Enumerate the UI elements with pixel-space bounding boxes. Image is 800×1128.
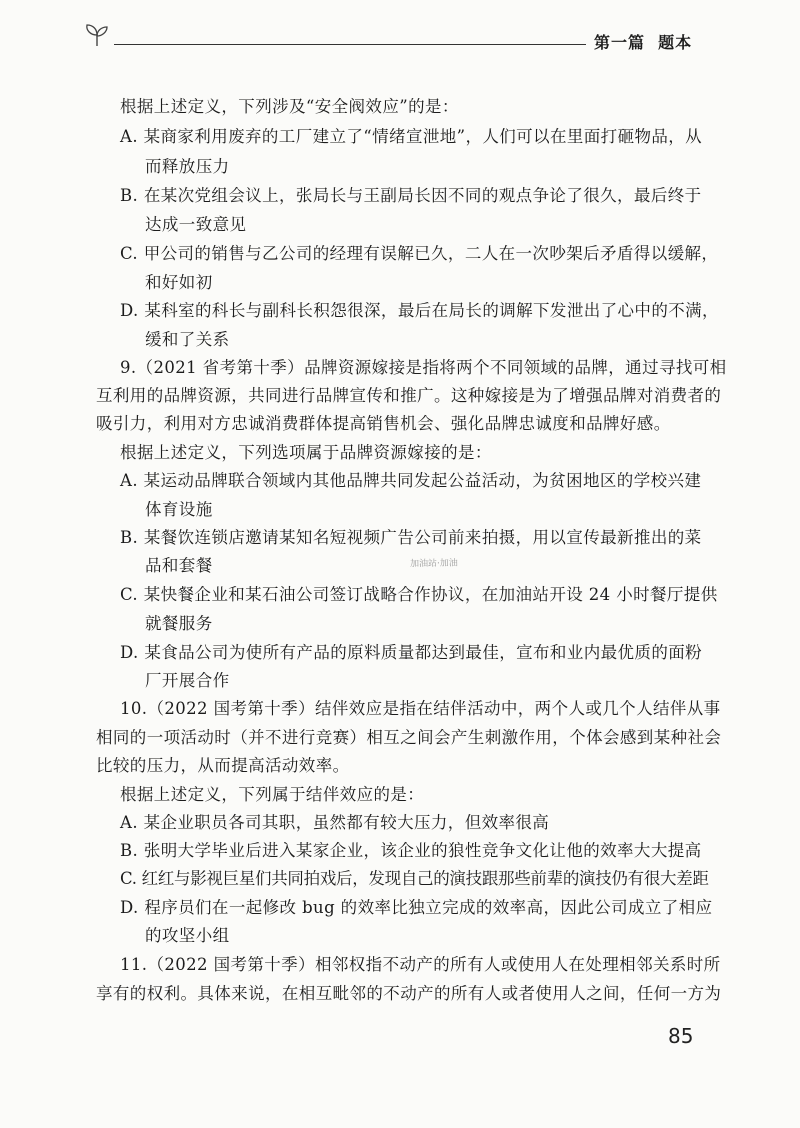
text-line: 品和套餐: [145, 556, 213, 575]
text-line: A. 某企业职员各司其职，虽然都有较大压力，但效率很高: [120, 813, 550, 832]
sprout-icon: [84, 22, 110, 48]
text-line: 9.（2021 省考第十季）品牌资源嫁接是指将两个不同领域的品牌，通过寻找可相: [120, 358, 727, 377]
text-line: B. 某餐饮连锁店邀请某知名短视频广告公司前来拍摄，用以宣传最新推出的菜: [120, 528, 702, 547]
section-title: 第一篇 题本: [594, 33, 693, 52]
text-line: 缓和了关系: [145, 330, 230, 349]
text-line: A. 某运动品牌联合领域内其他品牌共同发起公益活动，为贫困地区的学校兴建: [120, 471, 702, 490]
text-line: D. 某科室的科长与副科长积怨很深，最后在局长的调解下发泄出了心中的不满，: [120, 301, 719, 320]
text-line: D. 某食品公司为使所有产品的原料质量都达到最佳，宣布和业内最优质的面粉: [120, 643, 703, 662]
text-line: 厂开展合作: [145, 671, 230, 690]
text-line: 就餐服务: [145, 614, 213, 633]
page-header: [0, 0, 800, 70]
text-line: 相同的一项活动时（并不进行竞赛）相互之间会产生刺激作用，个体会感到某种社会: [96, 728, 722, 747]
text-line: 吸引力，利用对方忠诚消费群体提高销售机会、强化品牌忠诚度和品牌好感。: [96, 414, 671, 433]
text-line: A. 某商家利用废弃的工厂建立了“情绪宣泄地”，人们可以在里面打砸物品，从: [120, 127, 703, 146]
page-number: 85: [668, 1024, 694, 1048]
header-rule: [114, 44, 586, 45]
text-line: 和好如初: [145, 273, 213, 292]
text-line: 体育设施: [145, 500, 213, 519]
text-line: C. 甲公司的销售与乙公司的经理有误解已久，二人在一次吵架后矛盾得以缓解，: [120, 244, 719, 263]
text-line: B. 张明大学毕业后进入某家企业，该企业的狼性竞争文化让他的效率大大提高: [120, 841, 702, 860]
text-line: 比较的压力，从而提高活动效率。: [96, 756, 350, 775]
text-line: 达成一致意见: [145, 215, 247, 234]
text-line: D. 程序员们在一起修改 bug 的效率比独立完成的效率高，因此公司成立了相应: [120, 898, 713, 917]
text-line: 根据上述定义，下列选项属于品牌资源嫁接的是：: [120, 443, 492, 462]
text-line: C. 某快餐企业和某石油公司签订战略合作协议，在加油站开设 24 小时餐厅提供: [120, 585, 718, 604]
text-line: 根据上述定义，下列属于结伴效应的是：: [120, 785, 425, 804]
text-line: 11.（2022 国考第十季）相邻权指不动产的所有人或使用人在处理相邻关系时所: [120, 955, 721, 974]
text-line: 根据上述定义，下列涉及“安全阀效应”的是：: [120, 97, 459, 116]
text-line: B. 在某次党组会议上，张局长与王副局长因不同的观点争论了很久，最后终于: [120, 186, 702, 205]
text-line: 的攻坚小组: [145, 926, 230, 945]
text-line: 10.（2022 国考第十季）结伴效应是指在结伴活动中，两个人或几个人结伴从事: [120, 699, 721, 718]
text-line: 而释放压力: [145, 157, 230, 176]
text-line: 享有的权利。具体来说，在相互毗邻的不动产的所有人或者使用人之间，任何一方为: [96, 984, 722, 1003]
text-line: C. 红红与影视巨星们共同拍戏后，发现自己的演技跟那些前辈的演技仍有很大差距: [120, 869, 709, 888]
handwritten-note: 加油站·加油: [409, 558, 458, 570]
text-line: 互利用的品牌资源，共同进行品牌宣传和推广。这种嫁接是为了增强品牌对消费者的: [96, 386, 722, 405]
